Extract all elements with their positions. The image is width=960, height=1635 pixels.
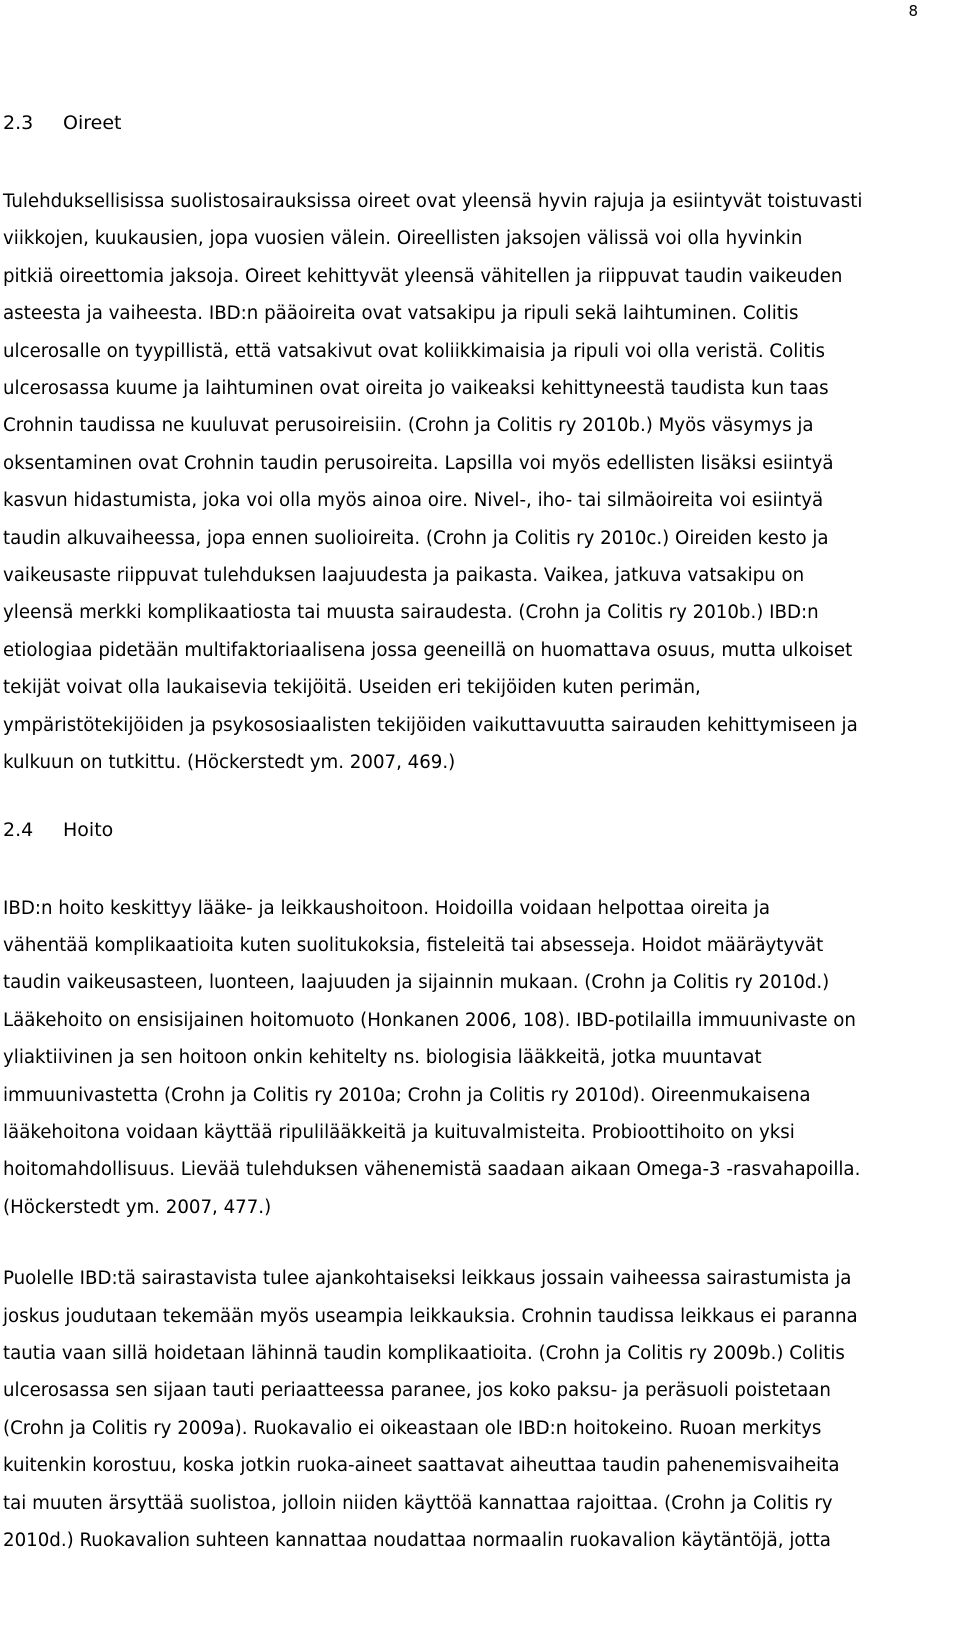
text-line: taudin vaikeusasteen, luonteen, laajuuden ja sijainnin mukaan. (Crohn ja Colitis ry 2010d.) — [3, 972, 830, 994]
paragraph-oireet — [3, 183, 918, 782]
text-line: taudin alkuvaiheessa, jopa ennen suolioireita. (Crohn ja Colitis ry 2010c.) Oireiden kesto ja — [3, 527, 829, 549]
text-line: 2010d.) Ruokavalion suhteen kannattaa noudattaa normaalin ruokavalion käytäntöjä, jotta — [3, 1530, 831, 1551]
text-line: ulcerosalle on tyypillistä, että vatsakivut ovat koliikkimaisia ja ripuli voi olla veristä. Colitis — [3, 340, 826, 362]
text-line: viikkojen, kuukausien, jopa vuosien välein. Oireellisten jaksojen välissä voi olla hyvinkin — [3, 228, 803, 250]
page-number: 8 — [908, 2, 918, 20]
text-line: ulcerosassa kuume ja laihtuminen ovat oireita jo vaikeaksi kehittyneestä taudista kun taas — [3, 378, 829, 400]
document-body — [3, 108, 918, 1559]
text-line: pitkiä oireettomia jaksoja. Oireet kehittyvät yleensä vähitellen ja riippuvat taudin vaikeuden — [3, 265, 843, 287]
text-line: kuitenkin korostuu, koska jotkin ruoka-aineet saattavat aiheuttaa taudin pahenemisvaiheita — [3, 1455, 840, 1477]
text-line: Tulehduksellisissa suolistosairauksissa oireet ovat yleensä hyvin rajuja ja esiintyvät toistuvasti — [3, 191, 863, 212]
section-title: Hoito — [63, 818, 114, 841]
text-line: ympäristötekijöiden ja psykososiaalisten tekijöiden vaikuttavuutta sairauden kehittymiseen ja — [3, 714, 858, 736]
section-number: 2.4 — [3, 818, 34, 841]
paragraph-hoito-2 — [3, 1260, 918, 1559]
text-line: Lääkehoito on ensisijainen hoitomuoto (Honkanen 2006, 108). IBD-potilailla immuunivaste on — [3, 1009, 856, 1031]
text-line: joskus joudutaan tekemään myös useampia leikkauksia. Crohnin taudissa leikkaus ei paranna — [3, 1305, 858, 1327]
text-line: kasvun hidastumista, joka voi olla myös ainoa oire. Nivel-, iho- tai silmäoireita voi esiintyä — [3, 490, 824, 512]
section-title: Oireet — [63, 112, 122, 134]
text-line: oksentaminen ovat Crohnin taudin perusoireita. Lapsilla voi myös edellisten lisäksi esiintyä — [3, 452, 834, 474]
text-line: ulcerosassa sen sijaan tauti periaatteessa paranee, jos koko paksu- ja peräsuoli poistetaan — [3, 1380, 831, 1402]
paragraph-hoito-1 — [3, 890, 918, 1227]
text-line: kulkuun on tutkittu. (Höckerstedt ym. 2007, 469.) — [3, 752, 456, 774]
text-line: yliaktiivinen ja sen hoitoon onkin kehitelty ns. biologisia lääkkeitä, jotka muuntavat — [3, 1047, 762, 1069]
text-line: Puolelle IBD:tä sairastavista tulee ajankohtaiseksi leikkaus jossain vaiheessa sairastumista ja — [3, 1268, 852, 1290]
text-line: tautia vaan sillä hoidetaan lähinnä taudin komplikaatioita. (Crohn ja Colitis ry 2009b.) Colitis — [3, 1342, 845, 1364]
text-line: Crohnin taudissa ne kuuluvat perusoireisiin. (Crohn ja Colitis ry 2010b.) Myös väsymys ja — [3, 415, 814, 437]
text-line: hoitomahdollisuus. Lievää tulehduksen vähenemistä saadaan aikaan Omega-3 -rasvahapoilla. — [3, 1159, 861, 1181]
text-line: IBD:n hoito keskittyy lääke- ja leikkaushoitoon. Hoidoilla voidaan helpottaa oireita ja — [3, 897, 771, 919]
section-heading-hoito — [3, 815, 918, 845]
text-line: vähentää komplikaatioita kuten suolitukoksia, fisteleitä tai absesseja. Hoidot määräytyvät — [3, 934, 824, 956]
text-line: lääkehoitona voidaan käyttää ripulilääkkeitä ja kuituvalmisteita. Probioottihoito on yksi — [3, 1121, 795, 1143]
text-line: asteesta ja vaiheesta. IBD:n pääoireita ovat vatsakipu ja ripuli sekä laihtuminen. Colitis — [3, 303, 799, 325]
text-line: (Höckerstedt ym. 2007, 477.) — [3, 1196, 272, 1218]
text-line: (Crohn ja Colitis ry 2009a). Ruokavalio ei oikeastaan ole IBD:n hoitokeino. Ruoan merkitys — [3, 1417, 822, 1439]
text-line: yleensä merkki komplikaatiosta tai muusta sairaudesta. (Crohn ja Colitis ry 2010b.) IBD:n — [3, 602, 819, 624]
section-number: 2.3 — [3, 112, 34, 134]
text-line: tekijät voivat olla laukaisevia tekijöitä. Useiden eri tekijöiden kuten perimän, — [3, 677, 701, 699]
text-line: tai muuten ärsyttää suolistoa, jolloin niiden käyttöä kannattaa rajoittaa. (Crohn ja Colitis ry — [3, 1492, 833, 1514]
text-line: immuunivastetta (Crohn ja Colitis ry 2010a; Crohn ja Colitis ry 2010d). Oireenmukaisena — [3, 1084, 811, 1106]
text-line: etiologiaa pidetään multifaktoriaalisena jossa geeneillä on huomattava osuus, mutta ulkoiset — [3, 639, 853, 661]
text-line: vaikeusaste riippuvat tulehduksen laajuudesta ja paikasta. Vaikea, jatkuva vatsakipu on — [3, 565, 805, 587]
section-heading-oireet — [3, 108, 918, 138]
